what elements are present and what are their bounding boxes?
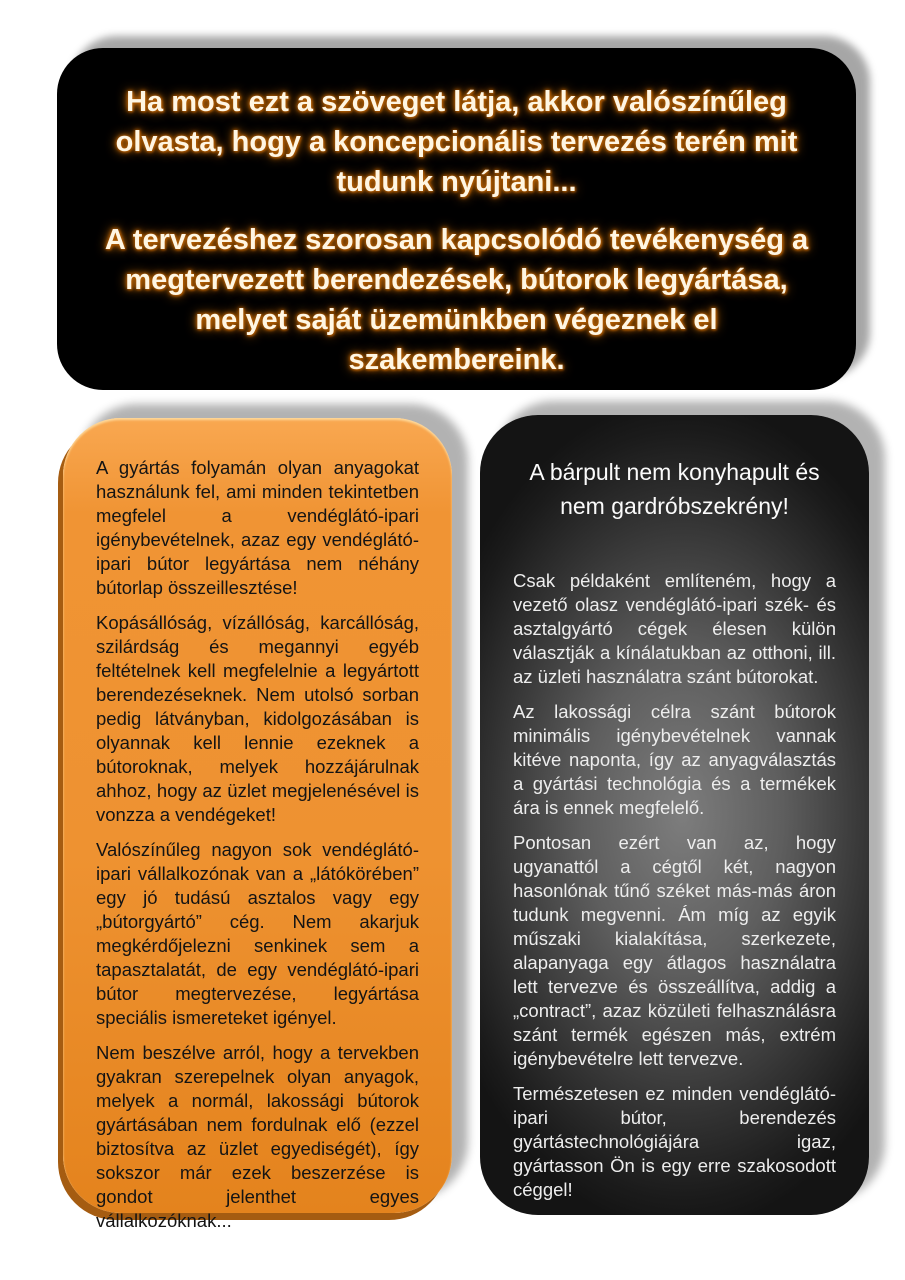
right-panel-heading: A bárpult nem konyhapult és nem gardróbszekrény! (529, 459, 820, 519)
banner-paragraph-1: Ha most ezt a szöveget látja, akkor valószínűleg olvasta, hogy a koncepcionális tervezés terén mit tudunk nyújtani... (115, 86, 798, 198)
left-panel-paragraph-2: Kopásállóság, vízállóság, karcállóság, szilárdság és megannyi egyéb feltételnek kell megfelelnie a legyártott berendezéseknek. Nem utolsó sorban pedig látványban, kidolgozásában is olyannak kell lennie ezeknek a bútoroknak, melyek hozzájárulnak ahhoz, hogy az üzlet megjelenésével is vonzza a vendégeket! (96, 612, 419, 825)
right-panel-paragraph-1: Csak példaként említeném, hogy a vezető olasz vendéglátó-ipari szék- és asztalgyártó cégek élesen külön választják a kínálatukban az otthoni, ill. az üzleti használatra szánt bútorokat. (513, 570, 836, 687)
left-panel (63, 418, 452, 1231)
right-panel-paragraph-3: Pontosan ezért van az, hogy ugyanattól a cégtől két, nagyon hasonlónak tűnő széket más-más áron tudunk megvenni. Ám míg az egyik műszaki kialakítása, szerkezete, alapanyaga egy átlagos használatra lett tervezve és összeállítva, addig a „contract”, azaz közületi felhasználásra szánt termék egészen más, extrém igénybevételre lett tervezve. (513, 832, 836, 1069)
left-panel-paragraph-3: Valószínűleg nagyon sok vendéglátó-ipari vállalkozónak van a „látókörében” egy jó tudású asztalos vagy egy „bútorgyártó” cég. Nem akarjuk megkérdőjelezni senkinek sem a tapasztalatát, de egy vendéglátó-ipari bútor megtervezése, legyártása speciális ismereteket igényel. (96, 839, 419, 1028)
top-banner (57, 48, 856, 390)
right-panel-paragraph-2: Az lakossági célra szánt bútorok minimális igénybevételnek vannak kitéve naponta, így az anyagválasztás a gyártási technológia és a termékek ára is ennek megfelelő. (513, 701, 836, 818)
right-panel-paragraph-4: Természetesen ez minden vendéglátó-ipari bútor, berendezés gyártástechnológiájára igaz, gyártasson Ön is egy erre szakosodott céggel! (513, 1083, 836, 1200)
left-panel-paragraph-1: A gyártás folyamán olyan anyagokat használunk fel, ami minden tekintetben megfelel a vendéglátó-ipari igénybevételnek, azaz egy vendéglátó-ipari bútor legyártása nem néhány bútorlap összeillesztése! (96, 457, 419, 598)
right-panel (480, 415, 869, 1215)
banner-paragraph-2: A tervezéshez szorosan kapcsolódó tevékenység a megtervezett berendezések, bútorok legyártása, melyet saját üzemünkben végeznek el szakembereink. (104, 224, 809, 376)
left-panel-paragraph-4: Nem beszélve arról, hogy a tervekben gyakran szerepelnek olyan anyagok, melyek a normál, lakossági bútorok gyártásában nem fordulnak elő (ezzel biztosítva az üzlet egyediségét), így sokszor már ezek beszerzése is gondot jelenthet egyes vállalkozóknak... (96, 1042, 419, 1231)
